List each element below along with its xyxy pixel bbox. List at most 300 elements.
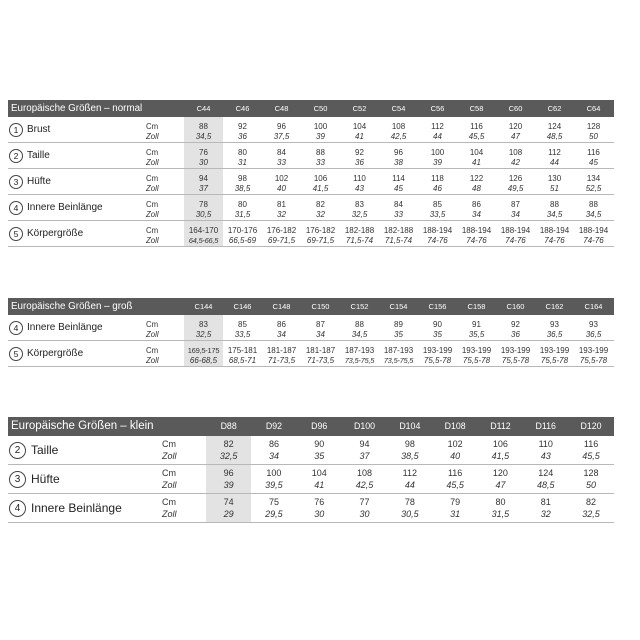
- cm-value: 188-194: [578, 225, 609, 235]
- size-value-cell: [301, 143, 340, 168]
- cm-value: 120: [508, 121, 523, 131]
- size-column-header: C56: [430, 104, 445, 113]
- cm-value: 85: [238, 319, 247, 329]
- cm-value: 122: [469, 173, 484, 183]
- zoll-value: 75,5-78: [579, 355, 608, 365]
- cm-value: 84: [277, 147, 286, 157]
- zoll-value: 74-76: [466, 235, 487, 245]
- unit-zoll-label: Zoll: [146, 131, 159, 141]
- size-value-cell: [184, 221, 223, 246]
- unit-cm-label: Cm: [146, 147, 159, 157]
- zoll-value: 42: [511, 157, 520, 167]
- size-value-cell: [418, 221, 457, 246]
- cm-value: 77: [359, 497, 370, 507]
- cm-value: 81: [277, 199, 286, 209]
- table-header: [8, 298, 614, 315]
- size-value-cell: [340, 117, 379, 142]
- zoll-value: 48,5: [546, 131, 563, 141]
- size-value-cell: [496, 117, 535, 142]
- size-value-cell: [568, 494, 613, 520]
- zoll-value: 36: [355, 157, 364, 167]
- zoll-value: 71-73,5: [306, 355, 335, 365]
- size-column-header: D100: [354, 421, 376, 431]
- zoll-value: 33: [394, 209, 403, 219]
- size-value-cell: [535, 195, 574, 220]
- table-title: Europäische Größen – klein: [11, 420, 154, 432]
- size-value-cell: [535, 169, 574, 194]
- zoll-value: 31,5: [234, 209, 251, 219]
- zoll-value: 66,5-69: [228, 235, 257, 245]
- size-value-cell: [496, 143, 535, 168]
- zoll-value: 40: [450, 451, 461, 461]
- row-label: Körpergröße: [27, 228, 84, 239]
- zoll-value: 48,5: [536, 480, 555, 490]
- zoll-value: 71,5-74: [345, 235, 374, 245]
- cm-value: 110: [353, 173, 366, 183]
- cm-value: 118: [431, 173, 444, 183]
- size-value-cell: [523, 436, 568, 462]
- cm-value: 76: [314, 497, 325, 507]
- size-value-cell: [379, 169, 418, 194]
- zoll-value: 38,5: [401, 451, 419, 461]
- size-table-gross: [8, 298, 614, 367]
- zoll-value: 31,5: [491, 509, 510, 519]
- zoll-value: 32: [540, 509, 551, 519]
- size-column-header: C158: [467, 302, 486, 311]
- zoll-value: 36: [238, 131, 247, 141]
- zoll-value: 37,5: [273, 131, 290, 141]
- zoll-value: 49,5: [507, 183, 524, 193]
- zoll-value: 34,5: [351, 329, 368, 339]
- zoll-value: 31: [238, 157, 247, 167]
- size-value-cell: [535, 143, 574, 168]
- zoll-value: 74-76: [544, 235, 565, 245]
- size-value-cell: [568, 465, 613, 491]
- cm-value: 88: [316, 147, 325, 157]
- size-column-header: D108: [444, 421, 466, 431]
- row-number-badge: 2: [9, 442, 26, 459]
- cm-value: 193-199: [578, 345, 609, 355]
- cm-value: 100: [313, 121, 328, 131]
- unit-zoll-label: Zoll: [162, 509, 177, 519]
- size-value-cell: [418, 195, 457, 220]
- size-value-cell: [223, 195, 262, 220]
- size-value-cell: [301, 341, 340, 366]
- size-value-cell: [206, 494, 251, 520]
- cm-value: 182-188: [344, 225, 375, 235]
- zoll-value: 33: [277, 157, 286, 167]
- cm-value: 87: [316, 319, 325, 329]
- table-row: [8, 494, 614, 523]
- size-value-cell: [574, 169, 613, 194]
- zoll-value: 41: [355, 131, 364, 141]
- cm-value: 75: [268, 497, 279, 507]
- cm-value: 81: [540, 497, 551, 507]
- zoll-value: 39: [223, 480, 234, 490]
- unit-zoll-label: Zoll: [146, 183, 159, 193]
- size-value-cell: [478, 436, 523, 462]
- size-value-cell: [301, 315, 340, 340]
- size-value-cell: [496, 169, 535, 194]
- unit-cm-label: Cm: [162, 439, 176, 449]
- zoll-value: 66-68,5: [189, 355, 218, 365]
- zoll-value: 71-73,5: [267, 355, 296, 365]
- size-table-normal: [8, 100, 614, 247]
- unit-cm-label: Cm: [146, 121, 159, 131]
- row-number-badge: 4: [9, 201, 23, 215]
- cm-value: 193-199: [500, 345, 531, 355]
- unit-cm-label: Cm: [162, 497, 176, 507]
- cm-value: 181-187: [266, 345, 297, 355]
- zoll-value: 44: [404, 480, 415, 490]
- cm-value: 86: [277, 319, 286, 329]
- zoll-value: 30,5: [195, 209, 212, 219]
- cm-value: 188-194: [539, 225, 570, 235]
- table-row: [8, 221, 614, 247]
- size-value-cell: [379, 221, 418, 246]
- row-label: Innere Beinlänge: [27, 202, 103, 213]
- zoll-value: 75,5-78: [501, 355, 530, 365]
- row-label: Taille: [27, 150, 50, 161]
- size-column-header: C154: [389, 302, 408, 311]
- size-value-cell: [457, 221, 496, 246]
- size-value-cell: [457, 195, 496, 220]
- size-column-header: C152: [350, 302, 369, 311]
- unit-cm-label: Cm: [146, 345, 159, 355]
- zoll-value: 35: [433, 329, 442, 339]
- cm-value: 98: [404, 439, 415, 449]
- size-value-cell: [206, 465, 251, 491]
- size-value-cell: [184, 315, 223, 340]
- zoll-value: 35: [314, 451, 325, 461]
- size-value-cell: [301, 117, 340, 142]
- zoll-value: 32: [277, 209, 286, 219]
- zoll-value: 34,5: [585, 209, 602, 219]
- cm-value: 112: [548, 147, 561, 157]
- size-value-cell: [223, 315, 262, 340]
- cm-value: 90: [433, 319, 442, 329]
- size-value-cell: [223, 117, 262, 142]
- row-label: Hüfte: [27, 176, 51, 187]
- cm-value: 175-181: [227, 345, 258, 355]
- cm-value: 187-193: [344, 345, 375, 355]
- size-column-header: C52: [352, 104, 367, 113]
- cm-value: 82: [223, 439, 234, 449]
- unit-cm-label: Cm: [162, 468, 176, 478]
- zoll-value: 37: [199, 183, 208, 193]
- cm-value: 130: [547, 173, 562, 183]
- zoll-value: 45: [589, 157, 598, 167]
- zoll-value: 32,5: [351, 209, 368, 219]
- table-title: Europäische Größen – groß: [11, 301, 133, 312]
- cm-value: 87: [511, 199, 520, 209]
- cm-value: 169,5-175: [187, 345, 220, 355]
- size-value-cell: [301, 169, 340, 194]
- cm-value: 78: [199, 199, 208, 209]
- size-value-cell: [340, 221, 379, 246]
- cm-value: 88: [355, 319, 364, 329]
- row-label: Hüfte: [31, 472, 60, 486]
- size-column-header: D92: [265, 421, 283, 431]
- zoll-value: 39,5: [265, 480, 283, 490]
- zoll-value: 74-76: [427, 235, 448, 245]
- size-value-cell: [523, 465, 568, 491]
- size-column-header: C156: [428, 302, 447, 311]
- size-value-cell: [184, 143, 223, 168]
- cm-value: 86: [472, 199, 481, 209]
- cm-value: 100: [430, 147, 445, 157]
- zoll-value: 69-71,5: [267, 235, 296, 245]
- cm-value: 104: [469, 147, 484, 157]
- size-value-cell: [340, 341, 379, 366]
- zoll-value: 47: [495, 480, 506, 490]
- zoll-value: 34: [316, 329, 325, 339]
- size-value-cell: [478, 465, 523, 491]
- size-column-header: C50: [313, 104, 328, 113]
- row-label: Innere Beinlänge: [31, 501, 122, 515]
- cm-value: 82: [586, 497, 597, 507]
- size-column-header: C148: [272, 302, 291, 311]
- table-row: [8, 465, 614, 494]
- size-column-header: D116: [535, 421, 556, 431]
- size-value-cell: [379, 341, 418, 366]
- size-value-cell: [184, 169, 223, 194]
- size-value-cell: [297, 494, 342, 520]
- row-number-badge: 1: [9, 123, 23, 137]
- zoll-value: 42,5: [390, 131, 407, 141]
- zoll-value: 33: [316, 157, 325, 167]
- cm-value: 128: [583, 468, 599, 478]
- zoll-value: 40: [277, 183, 286, 193]
- cm-value: 102: [274, 173, 289, 183]
- table-row: [8, 117, 614, 143]
- size-value-cell: [457, 341, 496, 366]
- zoll-value: 29: [223, 509, 234, 519]
- cm-value: 78: [404, 497, 415, 507]
- zoll-value: 34: [268, 451, 279, 461]
- zoll-value: 32,5: [582, 509, 600, 519]
- cm-value: 116: [447, 468, 463, 478]
- zoll-value: 33,5: [234, 329, 251, 339]
- cm-value: 134: [586, 173, 601, 183]
- size-value-cell: [387, 494, 432, 520]
- zoll-value: 34: [472, 209, 481, 219]
- cm-value: 83: [355, 199, 364, 209]
- zoll-value: 48: [472, 183, 481, 193]
- size-value-cell: [535, 341, 574, 366]
- unit-cm-label: Cm: [146, 173, 159, 183]
- size-value-cell: [574, 195, 613, 220]
- cm-value: 84: [394, 199, 403, 209]
- unit-cm-label: Cm: [146, 319, 159, 329]
- cm-value: 124: [538, 468, 554, 478]
- size-value-cell: [496, 195, 535, 220]
- zoll-value: 30,5: [401, 509, 419, 519]
- size-value-cell: [379, 195, 418, 220]
- cm-value: 106: [492, 439, 508, 449]
- cm-value: 116: [470, 121, 483, 131]
- zoll-value: 30: [199, 157, 208, 167]
- size-value-cell: [251, 465, 296, 491]
- zoll-value: 32,5: [219, 451, 238, 461]
- cm-value: 108: [391, 121, 406, 131]
- size-column-header: C146: [233, 302, 252, 311]
- zoll-value: 45,5: [446, 480, 464, 490]
- cm-value: 82: [316, 199, 325, 209]
- size-column-header: C160: [506, 302, 525, 311]
- cm-value: 100: [266, 468, 282, 478]
- size-value-cell: [340, 315, 379, 340]
- cm-value: 88: [550, 199, 559, 209]
- cm-value: 92: [238, 121, 247, 131]
- zoll-value: 69-71,5: [306, 235, 335, 245]
- zoll-value: 43: [355, 183, 364, 193]
- size-value-cell: [340, 169, 379, 194]
- cm-value: 94: [199, 173, 208, 183]
- row-number-badge: 5: [9, 347, 23, 361]
- zoll-value: 45,5: [582, 451, 600, 461]
- size-column-header: C60: [508, 104, 523, 113]
- zoll-value: 44: [433, 131, 442, 141]
- size-column-header: C44: [196, 104, 211, 113]
- cm-value: 112: [431, 121, 444, 131]
- table-row: [8, 436, 614, 465]
- size-value-cell: [418, 169, 457, 194]
- size-column-header: C144: [194, 302, 213, 311]
- size-value-cell: [496, 315, 535, 340]
- zoll-value: 38: [394, 157, 403, 167]
- size-value-cell: [418, 117, 457, 142]
- cm-value: 102: [447, 439, 463, 449]
- cm-value: 83: [199, 319, 208, 329]
- zoll-value: 50: [586, 480, 597, 490]
- size-value-cell: [251, 436, 296, 462]
- size-value-cell: [223, 221, 262, 246]
- cm-value: 92: [355, 147, 364, 157]
- zoll-value: 34: [511, 209, 520, 219]
- size-column-header: C164: [584, 302, 603, 311]
- cm-value: 126: [508, 173, 523, 183]
- zoll-value: 39: [433, 157, 442, 167]
- size-value-cell: [523, 494, 568, 520]
- table-header: [8, 417, 614, 436]
- cm-value: 170-176: [227, 225, 258, 235]
- cm-value: 188-194: [422, 225, 453, 235]
- size-value-cell: [457, 117, 496, 142]
- unit-zoll-label: Zoll: [146, 355, 159, 365]
- table-row: [8, 195, 614, 221]
- size-value-cell: [301, 221, 340, 246]
- zoll-value: 34: [277, 329, 286, 339]
- zoll-value: 36,5: [585, 329, 602, 339]
- zoll-value: 68,5-71: [228, 355, 257, 365]
- size-value-cell: [342, 494, 387, 520]
- unit-zoll-label: Zoll: [146, 157, 159, 167]
- cm-value: 187-193: [383, 345, 414, 355]
- size-value-cell: [574, 117, 613, 142]
- size-value-cell: [387, 465, 432, 491]
- cm-value: 80: [238, 199, 247, 209]
- zoll-value: 41,5: [312, 183, 329, 193]
- size-column-header: D120: [580, 421, 602, 431]
- table-row: [8, 143, 614, 169]
- zoll-value: 30: [359, 509, 370, 519]
- row-label: Innere Beinlänge: [27, 322, 103, 333]
- cm-value: 93: [589, 319, 598, 329]
- cm-value: 89: [394, 319, 403, 329]
- cm-value: 193-199: [422, 345, 453, 355]
- zoll-value: 29,5: [265, 509, 283, 519]
- cm-value: 193-199: [539, 345, 570, 355]
- cm-value: 96: [277, 121, 286, 131]
- size-column-header: C162: [545, 302, 564, 311]
- zoll-value: 39: [316, 131, 325, 141]
- zoll-value: 34,5: [546, 209, 563, 219]
- cm-value: 74: [223, 497, 234, 507]
- cm-value: 90: [314, 439, 325, 449]
- cm-value: 176-182: [266, 225, 297, 235]
- zoll-value: 35,5: [468, 329, 485, 339]
- table-title: Europäische Größen – normal: [11, 103, 143, 114]
- cm-value: 92: [511, 319, 520, 329]
- size-value-cell: [184, 117, 223, 142]
- cm-value: 193-199: [461, 345, 492, 355]
- zoll-value: 44: [550, 157, 559, 167]
- zoll-value: 75,5-78: [540, 355, 569, 365]
- size-value-cell: [457, 143, 496, 168]
- size-value-cell: [184, 341, 223, 366]
- zoll-value: 45: [394, 183, 403, 193]
- zoll-value: 75,5-78: [423, 355, 452, 365]
- size-value-cell: [340, 143, 379, 168]
- size-value-cell: [340, 195, 379, 220]
- size-value-cell: [251, 494, 296, 520]
- cm-value: 128: [586, 121, 601, 131]
- unit-zoll-label: Zoll: [162, 480, 177, 490]
- row-number-badge: 4: [9, 500, 26, 517]
- cm-value: 104: [311, 468, 327, 478]
- size-value-cell: [457, 315, 496, 340]
- row-number-badge: 3: [9, 175, 23, 189]
- zoll-value: 32: [316, 209, 325, 219]
- cm-value: 176-182: [305, 225, 336, 235]
- size-value-cell: [535, 221, 574, 246]
- unit-cm-label: Cm: [146, 225, 159, 235]
- size-value-cell: [223, 169, 262, 194]
- unit-cm-label: Cm: [146, 199, 159, 209]
- cm-value: 104: [352, 121, 367, 131]
- size-value-cell: [387, 436, 432, 462]
- cm-value: 96: [394, 147, 403, 157]
- row-number-badge: 3: [9, 471, 26, 488]
- size-value-cell: [297, 436, 342, 462]
- table-row: [8, 341, 614, 367]
- size-value-cell: [262, 117, 301, 142]
- table-header: [8, 100, 614, 117]
- size-value-cell: [535, 315, 574, 340]
- zoll-value: 41: [314, 480, 325, 490]
- zoll-value: 73,5-75,5: [344, 355, 375, 365]
- zoll-value: 41,5: [491, 451, 510, 461]
- size-column-header: D112: [490, 421, 511, 431]
- size-column-header: C150: [311, 302, 330, 311]
- size-column-header: C64: [586, 104, 601, 113]
- cm-value: 80: [238, 147, 247, 157]
- row-label: Brust: [27, 124, 51, 135]
- size-value-cell: [379, 117, 418, 142]
- zoll-value: 34,5: [195, 131, 212, 141]
- size-value-cell: [433, 465, 478, 491]
